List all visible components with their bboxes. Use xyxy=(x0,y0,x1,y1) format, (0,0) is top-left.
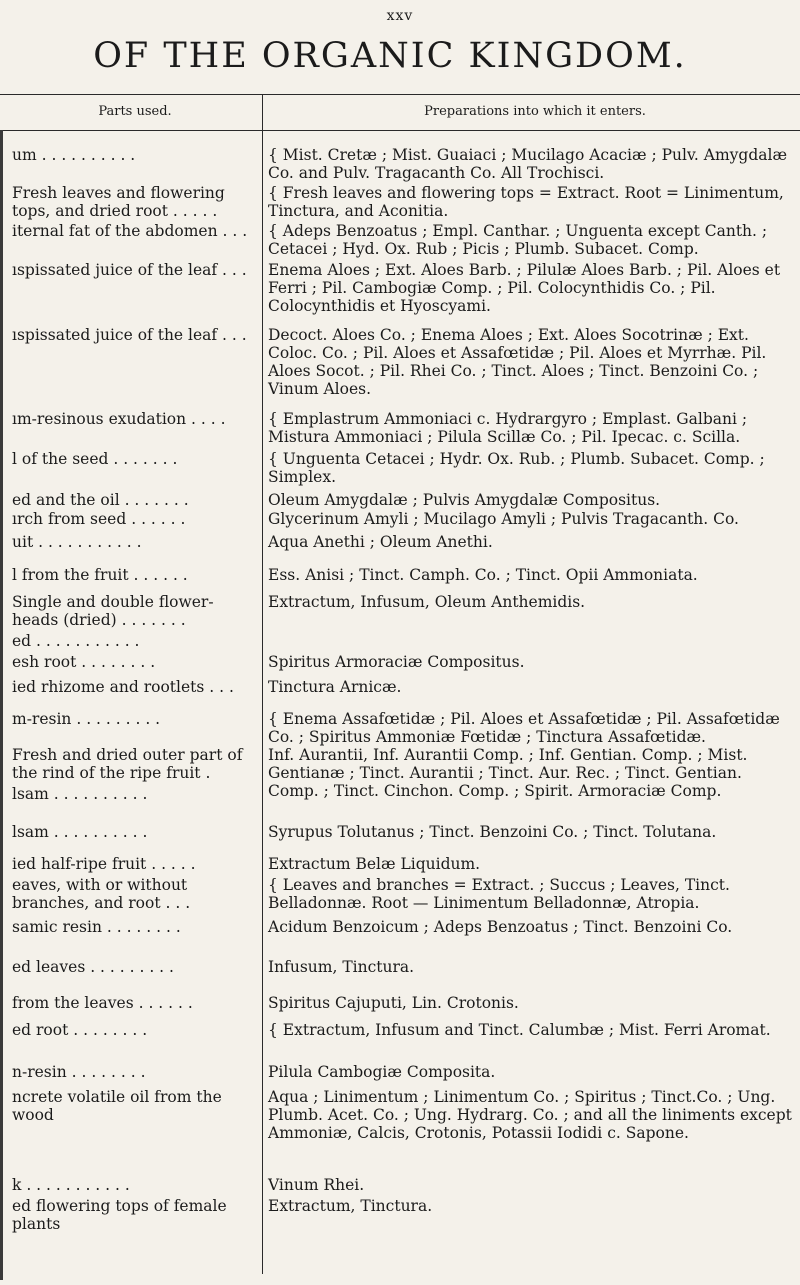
preparations: { Enema Assafœtidæ ; Pil. Aloes et Assafœtidæ ; Pil. Assafœtidæ Co. ; Spiritus Ammoniæ Fœtidæ ; Tinctura Assafœtidæ. xyxy=(268,710,780,746)
preparations: Vinum Rhei. xyxy=(268,1176,365,1194)
part-used: ed root . . . . . . . . xyxy=(12,1021,148,1039)
preparations: Pilula Cambogiæ Composita. xyxy=(268,1063,496,1081)
preparations: Aqua Anethi ; Oleum Anethi. xyxy=(268,533,493,551)
part-used: ed and the oil . . . . . . . xyxy=(12,491,189,509)
preparations: Extractum, Infusum, Oleum Anthemidis. xyxy=(268,593,586,611)
part-used: l from the fruit . . . . . . xyxy=(12,566,188,584)
part-used: um . . . . . . . . . . xyxy=(12,146,136,164)
preparations: { Emplastrum Ammoniaci c. Hydrargyro ; Emplast. Galbani ; Mistura Ammoniaci ; Pilula Scillæ Co. ; Pil. Ipecac. c. Scilla. xyxy=(268,410,748,446)
preparations: Extractum, Tinctura. xyxy=(268,1197,433,1215)
preparations: Infusum, Tinctura. xyxy=(268,958,415,976)
part-used: samic resin . . . . . . . . xyxy=(12,918,181,936)
preparations: Inf. Aurantii, Inf. Aurantii Comp. ; Inf. Gentian. Comp. ; Mist. Gentianæ ; Tinct. Aurantii ; Tinct. Aur. Rec. ; Tinct. Gentian. Comp. ; Tinct. Cinchon. Comp. ; Spirit. Armoraciæ Comp. xyxy=(268,746,748,800)
part-used: ied half-ripe fruit . . . . . xyxy=(12,855,196,873)
part-used: esh root . . . . . . . . xyxy=(12,653,156,671)
part-used: uit . . . . . . . . . . . xyxy=(12,533,142,551)
page-edge-shadow xyxy=(0,130,3,1280)
part-used: k . . . . . . . . . . . xyxy=(12,1176,130,1194)
part-used: lsam . . . . . . . . . . xyxy=(12,823,148,841)
preparations: Tinctura Arnicæ. xyxy=(268,678,402,696)
preparations: Ess. Anisi ; Tinct. Camph. Co. ; Tinct. Opii Ammoniata. xyxy=(268,566,698,584)
preparations: Syrupus Tolutanus ; Tinct. Benzoini Co. ; Tinct. Tolutana. xyxy=(268,823,717,841)
preparations: Spiritus Cajuputi, Lin. Crotonis. xyxy=(268,994,519,1012)
part-used: ed leaves . . . . . . . . . xyxy=(12,958,174,976)
preparations: { Unguenta Cetacei ; Hydr. Ox. Rub. ; Plumb. Subacet. Comp. ; Simplex. xyxy=(268,450,765,486)
preparations: { Fresh leaves and flowering tops = Extract. Root = Linimentum, Tinctura, and Aconitia. xyxy=(268,184,784,220)
part-used: ied rhizome and rootlets . . . xyxy=(12,678,234,696)
preparations: Acidum Benzoicum ; Adeps Benzoatus ; Tinct. Benzoini Co. xyxy=(268,918,733,936)
part-used: iternal fat of the abdomen . . . xyxy=(12,222,248,240)
preparations: Oleum Amygdalæ ; Pulvis Amygdalæ Compositus. xyxy=(268,491,661,509)
part-used: lsam . . . . . . . . . . xyxy=(12,785,148,803)
part-used: ed flowering tops of female plants xyxy=(12,1197,227,1233)
header-rule xyxy=(0,130,800,131)
part-used: ım-resinous exudation . . . . xyxy=(12,410,226,428)
part-used: l of the seed . . . . . . . xyxy=(12,450,178,468)
preparations: { Leaves and branches = Extract. ; Succus ; Leaves, Tinct. Belladonnæ. Root — Linimentum Belladonnæ, Atropia. xyxy=(268,876,730,912)
preparations: Enema Aloes ; Ext. Aloes Barb. ; Pilulæ Aloes Barb. ; Pil. Aloes et Ferri ; Pil. Cambogiæ Comp. ; Pil. Colocynthidis Co. ; Pil. Colocynthidis et Hyoscyami. xyxy=(268,261,781,315)
preparations: { Mist. Cretæ ; Mist. Guaiaci ; Mucilago Acaciæ ; Pulv. Amygdalæ Co. and Pulv. Tragacanth Co. All Trochisci. xyxy=(268,146,788,182)
preparations: Aqua ; Linimentum ; Linimentum Co. ; Spiritus ; Tinct.Co. ; Ung. Plumb. Acet. Co. ; Ung. Hydrarg. Co. ; and all the liniments except Ammoniæ, Calcis, Crotonis, Potassii Iodidi c. Sapone. xyxy=(268,1088,792,1142)
part-used: Fresh leaves and flowering tops, and dried root . . . . . xyxy=(12,184,225,220)
page-number: xxv xyxy=(386,8,414,24)
part-used: ed . . . . . . . . . . . xyxy=(12,632,140,650)
page-title xyxy=(0,36,800,76)
part-used: eaves, with or without branches, and root . . . xyxy=(12,876,191,912)
part-used: Fresh and dried outer part of the rind of the ripe fruit . xyxy=(12,746,243,782)
part-used: ncrete volatile oil from the wood xyxy=(12,1088,222,1124)
part-used: n-resin . . . . . . . . xyxy=(12,1063,146,1081)
header-preparations: Preparations into which it enters. xyxy=(424,104,646,119)
preparations: Spiritus Armoraciæ Compositus. xyxy=(268,653,525,671)
part-used: from the leaves . . . . . . xyxy=(12,994,193,1012)
preparations: { Adeps Benzoatus ; Empl. Canthar. ; Unguenta except Canth. ; Cetacei ; Hyd. Ox. Rub ; Picis ; Plumb. Subacet. Comp. xyxy=(268,222,768,258)
top-rule xyxy=(0,94,800,95)
part-used: ıspissated juice of the leaf . . . xyxy=(12,261,247,279)
preparations: Glycerinum Amyli ; Mucilago Amyli ; Pulvis Tragacanth. Co. xyxy=(268,510,739,528)
preparations: { Extractum, Infusum and Tinct. Calumbæ ; Mist. Ferri Aromat. xyxy=(268,1021,771,1039)
part-used: m-resin . . . . . . . . . xyxy=(12,710,161,728)
header-parts: Parts used. xyxy=(98,104,172,119)
column-divider xyxy=(262,94,263,1274)
part-used: Single and double flower-heads (dried) . . . . . . . xyxy=(12,593,214,629)
preparations: Extractum Belæ Liquidum. xyxy=(268,855,481,873)
part-used: ırch from seed . . . . . . xyxy=(12,510,186,528)
preparations: Decoct. Aloes Co. ; Enema Aloes ; Ext. Aloes Socotrinæ ; Ext. Coloc. Co. ; Pil. Aloes et Assafœtidæ ; Pil. Aloes et Myrrhæ. Pil. Aloes Socot. ; Pil. Rhei Co. ; Tinct. Aloes ; Tinct. Benzoini Co. ; Vinum Aloes. xyxy=(268,326,767,398)
part-used: ıspissated juice of the leaf . . . xyxy=(12,326,247,344)
page-title-text: OF THE ORGANIC KINGDOM. xyxy=(93,36,687,76)
